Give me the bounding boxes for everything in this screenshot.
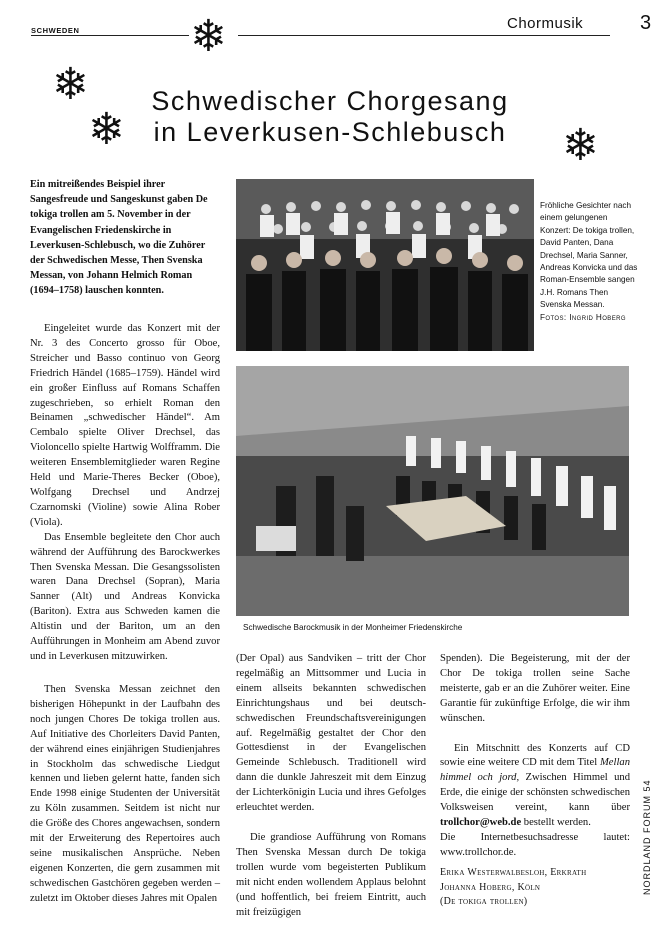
snowflake-icon: ❄ — [88, 105, 125, 154]
body-column-1-lower — [30, 683, 220, 907]
signature-line: Erika Westerwalbesloh, Erkrath — [440, 867, 587, 878]
cd-title: Mellan himmel och jord, — [440, 757, 630, 784]
choir-group-photo — [236, 179, 534, 351]
paragraph: Die grandiose Aufführung von Romans Then Svenska Messan durch De tokiga trollen wurde vom begeisterten Publikum mit nicht enden wollendem Applaus belohnt (und hoffentlich, bei freiem Eintritt, auch mit freizügigen — [236, 831, 426, 918]
caption-text: Fröhliche Gesichter nach einem gelungenen Konzert: De tokiga trollen, David Panten, Dana Drechsel, Maria Sanner, Andreas Konvicka und das Roman-Ensemble sangen J.H. Romans Then Svenska Messan. — [540, 201, 638, 310]
article-title — [110, 86, 550, 148]
body-column-2 — [236, 652, 426, 920]
photo-caption-2: Schwedische Barockmusik in der Monheimer Friedenskirche — [243, 623, 463, 632]
paragraph: Das Ensemble begleitete den Chor auch während der Aufführung des Barockwerkes Then Svenska Messan. Die Gesangssolisten waren Dana Drechsel (Sopran), Maria Sanner (Alt) und Andreas Konvicka (Bariton). Extra aus Schweden kamen die Altistin und der Bariton, um an den Aufführungen in Monheim am Abend zuvor und in Leverkusen mitzuwirken. — [30, 531, 220, 662]
signature-line: (De tokiga trollen) — [440, 896, 528, 907]
page-number: 3 — [640, 12, 652, 34]
section-title: Chormusik — [507, 15, 584, 32]
paragraph: Eingeleitet wurde das Konzert mit der Nr. 3 des Concerto grosso für Oboe, Streicher und Basso continuo von Georg Friedrich Händel (1685–1759). Händel wird ein großer Einfluss auf Romans Schaffen zugeschrieben, so erhielt Roman den Beinamen „schwedischer Händel“. Am Cembalo spielte Oliver Drechsel, das Violoncello spielte Hartwig Wolfframm. Die weiteren Ensemblemitglieder waren Regine Held und Marie-Theres Becker (Oboe), Wolfgang Drechsel und Andrzej Czarnomski (Violine) sowie Alina Rober (Viola). — [30, 323, 220, 528]
choir-photo-illustration — [236, 179, 534, 351]
paragraph: (Der Opal) aus Sandviken – tritt der Chor regelmäßig an Mittsommer und Lucia in einem allseits bekannten schwedischen Einrichtungshaus und bei deutsch-schwedischen Freundschaftsvereinigungen auf. Regelmäßig gestaltet der Chor den Gottesdienst in der Evangelischen Gemeinde Schlebusch. Traditionell wird dann die dunkle Jahreszeit mit dem Einzug der Lichterkönigin Lucia und ihres Gefolges erleuchtet werden. — [236, 653, 426, 814]
paragraph: Spenden). Die Begeisterung, mit der der Chor De tokiga trollen seine Sache meisterte, gab er an die Zuhörer weiter. Eine Garantie für zukünftige Erfolge, die wir ihm wünschen. — [440, 653, 630, 724]
lead-paragraph: Ein mitreißendes Beispiel ihrer Sangesfreude und Sangeskunst gaben De tokiga trollen am 5. November in der Evangelischen Friedenskirche in Leverkusen-Schlebusch, wo die Zuhörer der Schwedischen Messe, Then Svenska Messan, von Johann Helmich Roman (1694–1758) lauschen konnten. — [30, 179, 208, 297]
signature-line: Johanna Hoberg, Köln — [440, 881, 541, 893]
photo-caption-1 — [540, 200, 640, 324]
photo-credit: Fotos: Ingrid Hoberg — [540, 312, 626, 322]
church-concert-photo — [236, 366, 629, 616]
paragraph: Die Internetbesuchsadresse lautet: www.trollchor.de. — [440, 831, 630, 858]
email-link[interactable]: trollchor@web.de — [440, 817, 522, 829]
snowflake-icon: ❄ — [52, 60, 89, 109]
snowflake-icon: ❄ — [190, 12, 227, 61]
text-span: bestellt werden. — [521, 817, 591, 829]
paragraph — [440, 742, 630, 831]
body-column-1 — [30, 322, 220, 665]
section-label: SCHWEDEN — [31, 26, 80, 35]
paragraph: Then Svenska Messan zeichnet den bisherigen Höhepunkt in der Laufbahn des noch jungen Chores De tokiga trollen aus. Auf Initiative des Chorleiters David Panten, der während eines einjährigen Studienjahres in Stockholm das schwedische Liedgut kennen und lieben gelernt hatte, fanden sich Ende 1998 einige Studenten der Universität zu Köln zusammen. Seitdem ist nicht nur die Größe des Chores angewachsen, sondern mit der Erweiterung des Repertoires auch seine musikalischen Ansprüche. Neben eigenen Konzerten, die gern zusammen mit schwedischen Gastchören gegeben werden – zuletzt im Oktober dieses Jahres mit Opalen — [30, 684, 220, 904]
title-line-1: Schwedischer Chorgesang — [151, 86, 509, 116]
concert-photo-illustration — [236, 366, 629, 616]
body-column-3 — [440, 652, 630, 861]
snowflake-icon: ❄ — [562, 121, 599, 170]
author-signature — [440, 866, 640, 910]
text-span: Zwischen Himmel und Erde, die einige der schönsten schwedischen Volksweisen vereint, kann über — [440, 772, 630, 814]
title-line-2: in Leverkusen-Schlebusch — [153, 117, 507, 147]
text-span: Ein Mitschnitt des Konzerts auf CD sowie eine weitere CD mit dem Titel — [440, 742, 630, 769]
header-rule-right — [238, 35, 610, 36]
header-rule-left — [31, 35, 189, 36]
magazine-spine: NORDLAND FORUM 54 — [642, 779, 652, 895]
